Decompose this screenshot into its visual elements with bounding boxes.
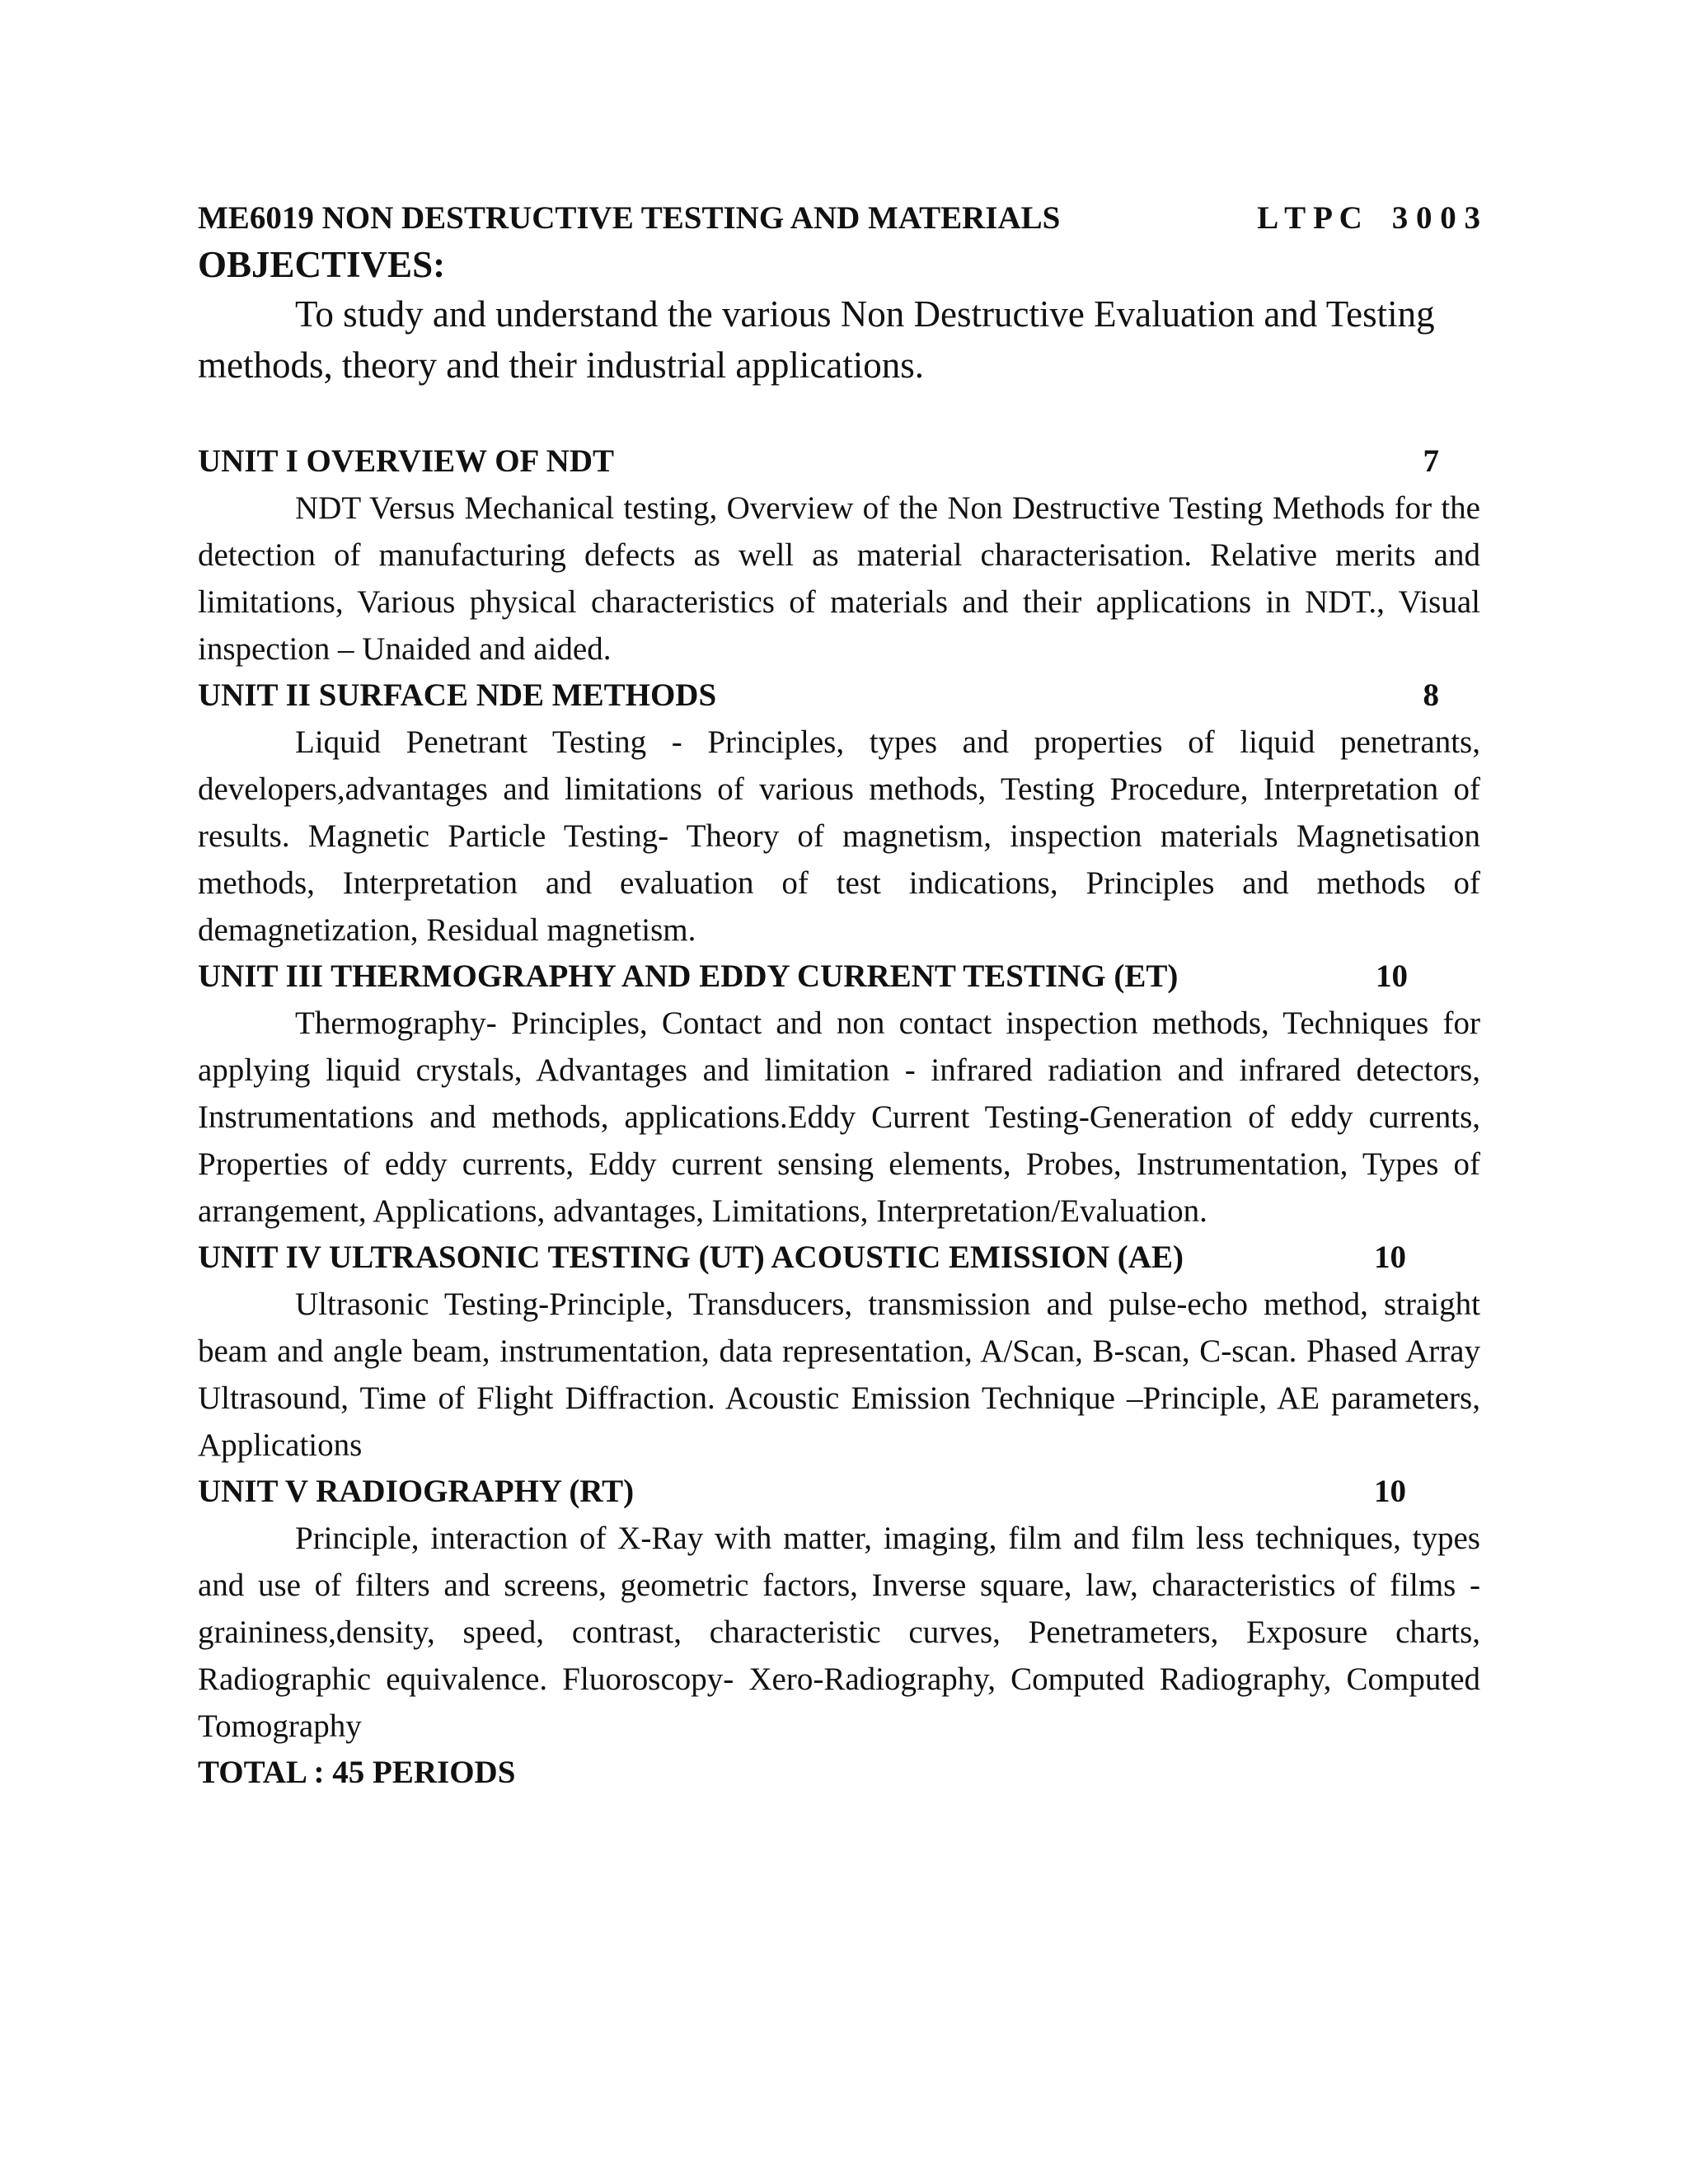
unit-2-body: Liquid Penetrant Testing - Principles, types and properties of liquid penetrants, developers,advantages and limitations of various methods, Testing Procedure, Interpretation of results. Magnetic Particle Testing- Theory of magnetism, inspection materials Magnetisation methods, Interpretation and evaluation of test indications, Principles and methods of demagnetization, Residual magnetism. <box>198 724 1480 948</box>
unit-2 <box>198 673 1480 954</box>
unit-5-hours: 10 <box>1374 1474 1406 1509</box>
unit-5 <box>198 1469 1480 1750</box>
unit-4 <box>198 1235 1480 1469</box>
unit-1-header <box>198 438 1480 485</box>
unit-3-header <box>198 954 1480 1000</box>
unit-5-header <box>198 1469 1480 1515</box>
unit-2-header <box>198 673 1480 719</box>
unit-2-title: UNIT II SURFACE NDE METHODS <box>198 677 717 713</box>
unit-3-title: UNIT III THERMOGRAPHY AND EDDY CURRENT TESTING (ET) <box>198 958 1179 994</box>
total-periods: TOTAL : 45 PERIODS <box>198 1755 516 1790</box>
unit-3 <box>198 954 1480 1235</box>
unit-4-title: UNIT IV ULTRASONIC TESTING (UT) ACOUSTIC EMISSION (AE) <box>198 1240 1184 1275</box>
course-title: ME6019 NON DESTRUCTIVE TESTING AND MATERIALS <box>198 200 1061 236</box>
objectives-text: To study and understand the various Non Destructive Evaluation and Testing methods, theory and their industrial applications. <box>198 293 1435 386</box>
unit-1-body: NDT Versus Mechanical testing, Overview of the Non Destructive Testing Methods for the detection of manufacturing defects as well as material characterisation. Relative merits and limitations, Various physical characteristics of materials and their applications in NDT., Visual inspection – Unaided and aided. <box>198 490 1480 667</box>
course-header <box>198 198 1480 239</box>
objectives-heading: OBJECTIVES: <box>198 244 446 285</box>
unit-3-body: Thermography- Principles, Contact and non contact inspection methods, Techniques for applying liquid crystals, Advantages and limitation - infrared radiation and infrared detectors, Instrumentations and methods, applications.Eddy Current Testing-Generation of eddy currents, Properties of eddy currents, Eddy current sensing elements, Probes, Instrumentation, Types of arrangement, Applications, advantages, Limitations, Interpretation/Evaluation. <box>198 1005 1480 1229</box>
unit-4-hours: 10 <box>1374 1240 1406 1275</box>
unit-1-title: UNIT I OVERVIEW OF NDT <box>198 443 615 479</box>
unit-4-body: Ultrasonic Testing-Principle, Transducers, transmission and pulse-echo method, straight beam and angle beam, instrumentation, data representation, A/Scan, B-scan, C-scan. Phased Array Ultrasound, Time of Flight Diffraction. Acoustic Emission Technique –Principle, AE parameters, Applications <box>198 1286 1480 1463</box>
unit-4-header <box>198 1235 1480 1281</box>
ltpc-label: L T P C <box>1257 200 1362 236</box>
unit-1 <box>198 438 1480 673</box>
unit-5-title: UNIT V RADIOGRAPHY (RT) <box>198 1474 635 1509</box>
ltpc-block <box>1257 198 1480 239</box>
syllabus-page <box>198 198 1480 1796</box>
unit-5-body: Principle, interaction of X-Ray with matter, imaging, film and film less techniques, types and use of filters and screens, geometric factors, Inverse square, law, characteristics of films - graininess,density, speed, contrast, characteristic curves, Penetrameters, Exposure charts, Radiographic equivalence. Fluoroscopy- Xero-Radiography, Computed Radiography, Computed Tomography <box>198 1521 1480 1744</box>
unit-2-hours: 8 <box>1423 677 1439 713</box>
unit-1-hours: 7 <box>1423 443 1439 479</box>
ltpc-values: 3 0 0 3 <box>1391 200 1480 236</box>
unit-3-hours: 10 <box>1376 958 1408 994</box>
